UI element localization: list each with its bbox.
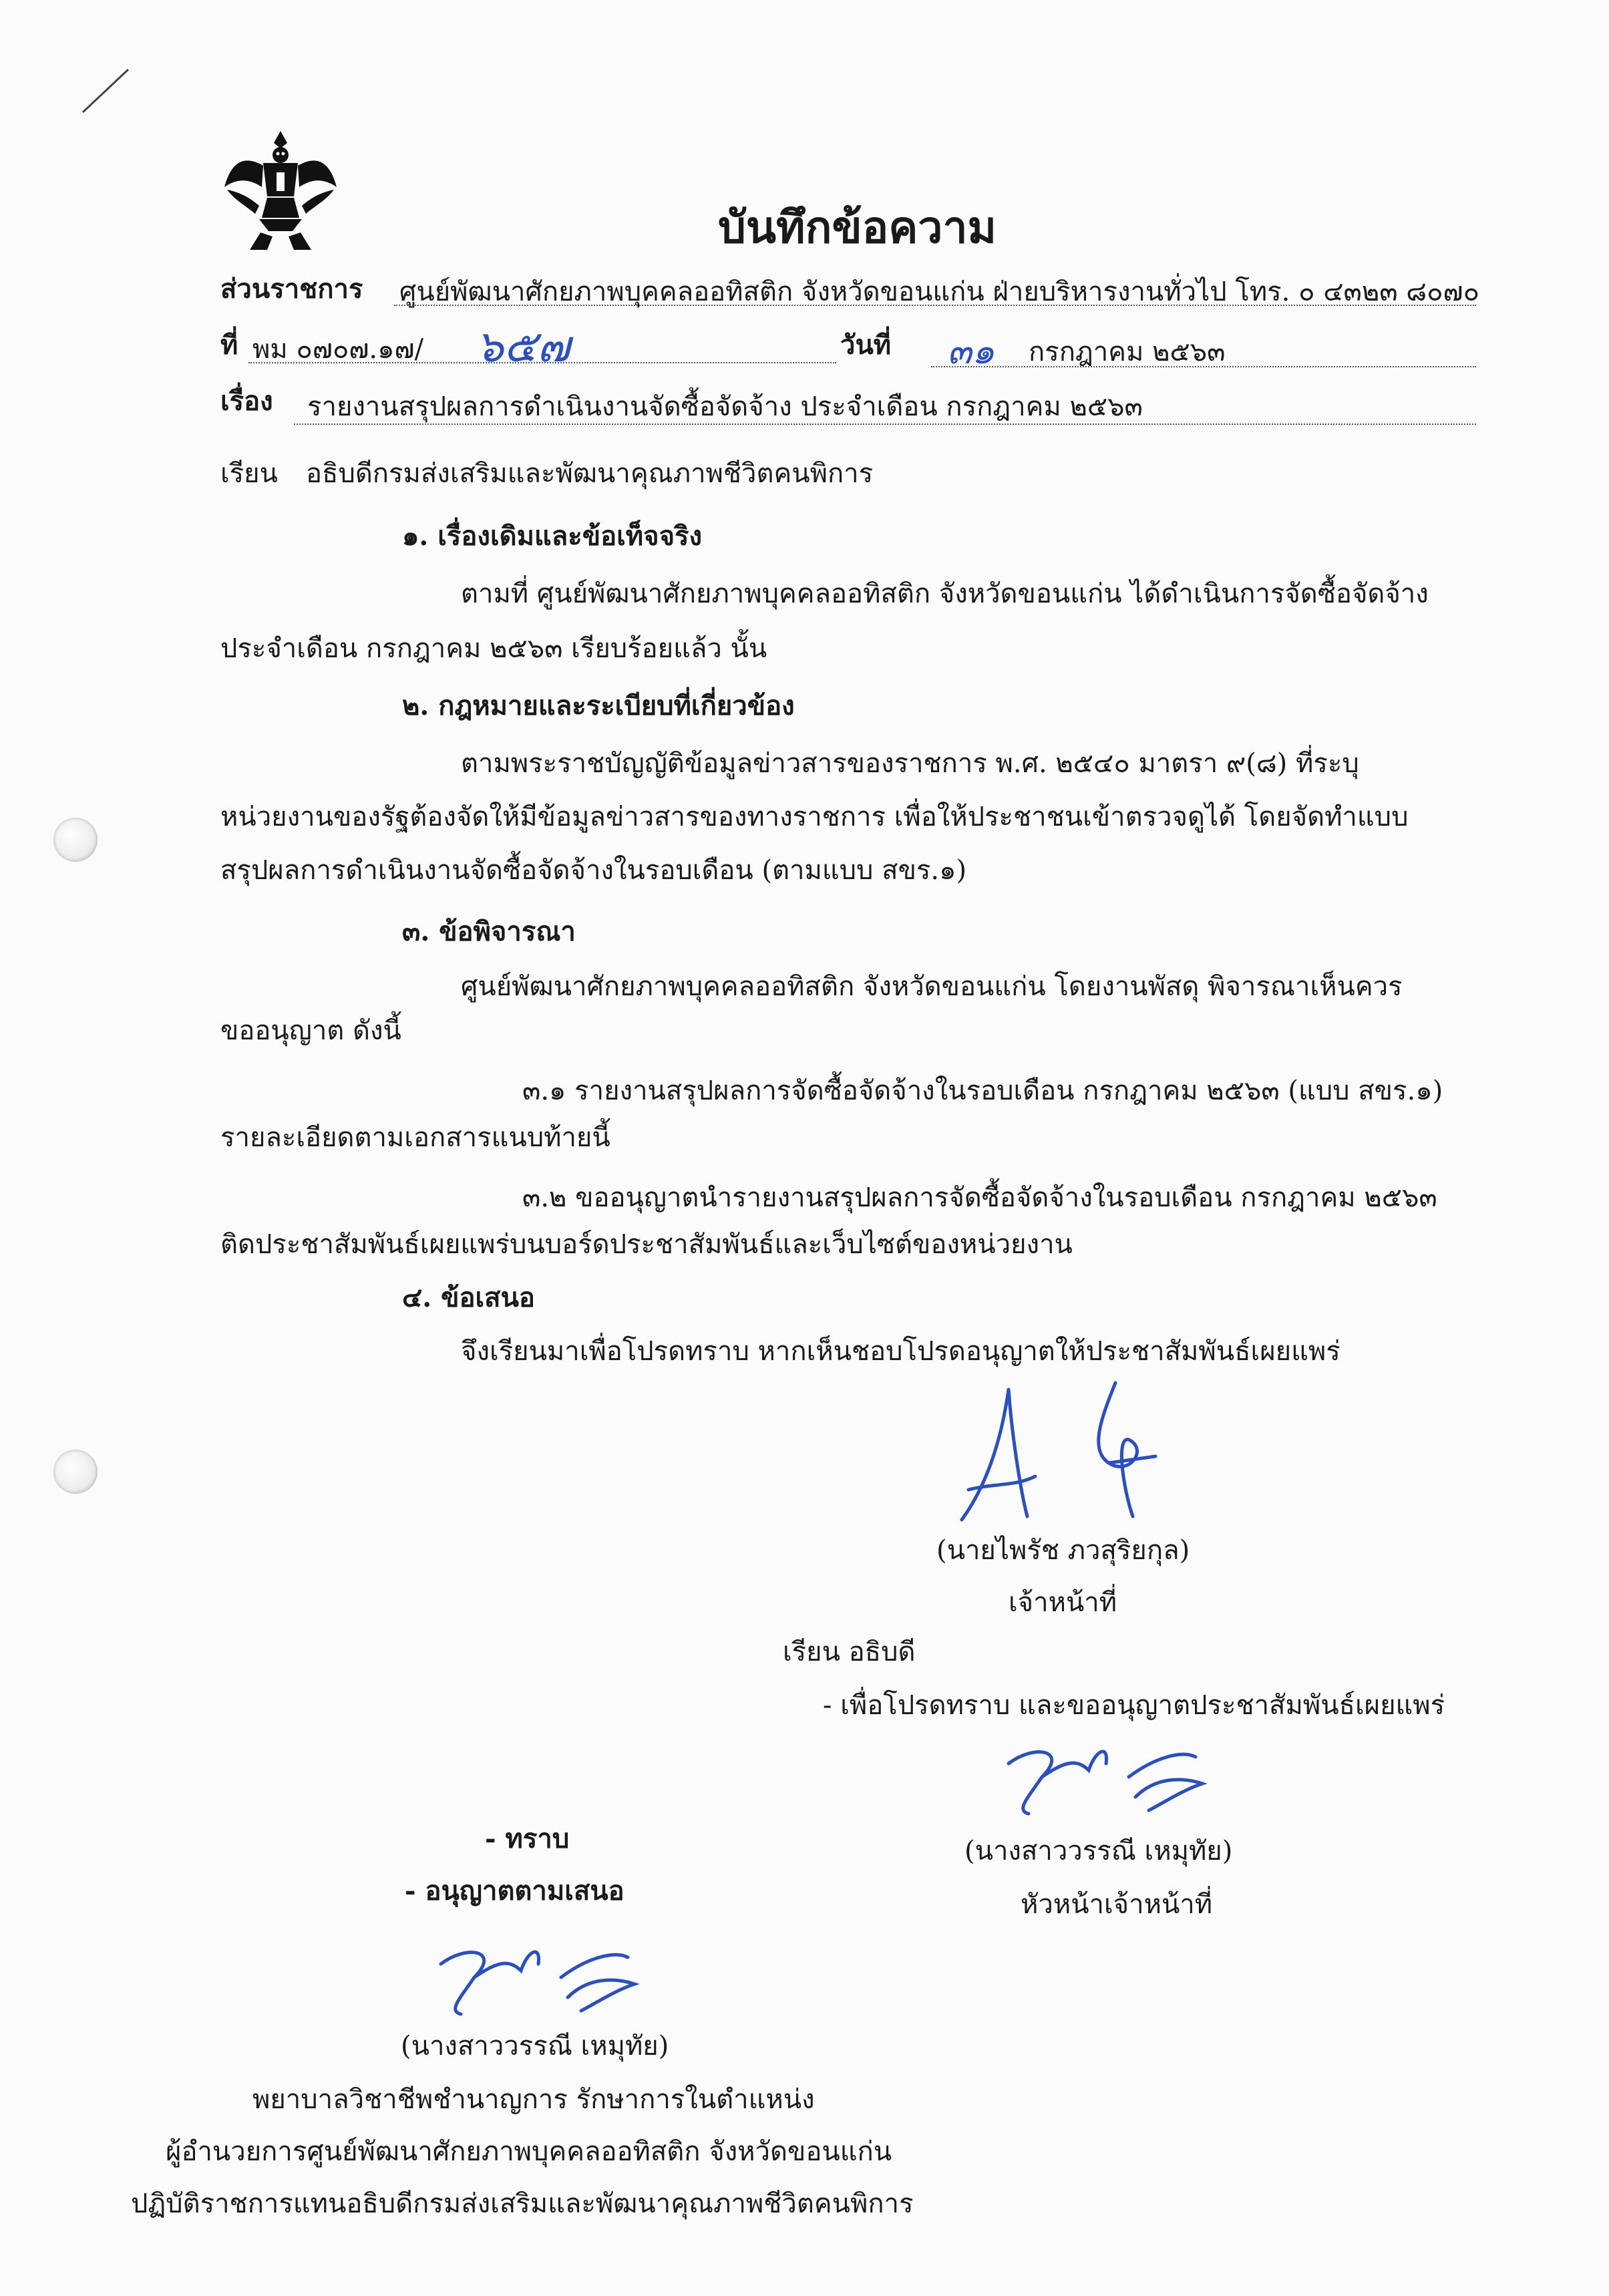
decision-approved: - อนุญาตตามเสนอ <box>405 1875 624 1907</box>
date-handwritten-day: ๓๑ <box>947 330 995 372</box>
section2-line3: สรุปผลการดำเนินงานจัดซื้อจัดจ้างในรอบเดือน (ตามแบบ สขร.๑) <box>220 855 967 886</box>
section2-line1: ตามพระราชบัญญัติข้อมูลข่าวสารของราชการ พ.ศ. ๒๕๔๐ มาตรา ๙(๘) ที่ระบุ <box>461 748 1359 779</box>
officer-name: (นายไพรัช ภวสุริยกุล) <box>936 1535 1190 1566</box>
section3-2-line1: ๓.๒ ขออนุญาตนำรายงานสรุปผลการจัดซื้อจัดจ้างในรอบเดือน กรกฎาคม ๒๕๖๓ <box>522 1182 1437 1213</box>
subject-label: เรื่อง <box>220 385 273 417</box>
section3-line1: ศูนย์พัฒนาศักยภาพบุคคลออทิสติก จังหวัดขอนแก่น โดยงานพัสดุ พิจารณาเห็นควร <box>461 971 1403 1002</box>
subject-value: รายงานสรุปผลการดำเนินงานจัดซื้อจัดจ้าง ประจำเดือน กรกฎาคม ๒๕๖๓ <box>307 391 1143 422</box>
pen-stroke-mark <box>79 64 132 118</box>
note-to: เรียน อธิบดี <box>783 1637 916 1667</box>
section4-heading: ๔. ข้อเสนอ <box>402 1282 535 1313</box>
decision-acknowledged: - ทราบ <box>485 1823 570 1854</box>
ref-handwritten-number: ๖๕๗ <box>476 321 570 372</box>
section1-heading: ๑. เรื่องเดิมและข้อเท็จจริง <box>402 520 703 552</box>
officer-signature-icon <box>948 1376 1202 1530</box>
ref-dotline <box>248 362 836 363</box>
punch-hole-top <box>53 818 98 862</box>
director-position-line1: พยาบาลวิชาชีพชำนาญการ รักษาการในตำแหน่ง <box>252 2084 815 2115</box>
date-label: วันที่ <box>840 329 892 361</box>
to-value: อธิบดีกรมส่งเสริมและพัฒนาคุณภาพชีวิตคนพิการ <box>306 458 874 489</box>
dept-dotline <box>394 305 1476 306</box>
subject-dotline <box>294 424 1476 425</box>
date-value: กรกฎาคม ๒๕๖๓ <box>1029 337 1226 367</box>
dept-value: ศูนย์พัฒนาศักยภาพบุคคลออทิสติก จังหวัดขอนแก่น ฝ่ายบริหารงานทั่วไป โทร. ๐ ๔๓๒๓ ๘๐๗๐ <box>399 277 1480 307</box>
punch-hole-bottom <box>53 1450 98 1494</box>
director-name: (นางสาววรรณี เหมุทัย) <box>401 2031 669 2062</box>
director-position-line3: ปฏิบัติราชการแทนอธิบดีกรมส่งเสริมและพัฒนาคุณภาพชีวิตคนพิการ <box>131 2188 914 2219</box>
section3-1-line2: รายละเอียดตามเอกสารแนบท้ายนี้ <box>220 1122 610 1153</box>
section3-1-line1: ๓.๑ รายงานสรุปผลการจัดซื้อจัดจ้างในรอบเดือน กรกฎาคม ๒๕๖๓ (แบบ สขร.๑) <box>522 1076 1443 1106</box>
section2-line2: หน่วยงานของรัฐต้องจัดให้มีข้อมูลข่าวสารของทางราชการ เพื่อให้ประชาชนเข้าตรวจดูได้ โดยจัดทำแบบ <box>220 802 1409 832</box>
dept-label: ส่วนราชการ <box>220 273 363 305</box>
director-signature-icon <box>421 1937 648 2017</box>
date-dotline <box>931 366 1476 367</box>
document-title: บันทึกข้อความ <box>718 201 997 253</box>
head-name: (นางสาววรรณี เหมุทัย) <box>964 1836 1233 1866</box>
head-signature-icon <box>989 1737 1216 1817</box>
note-item: - เพื่อโปรดทราบ และขออนุญาตประชาสัมพันธ์เผยแพร่ <box>823 1690 1445 1721</box>
section1-line1: ตามที่ ศูนย์พัฒนาศักยภาพบุคคลออทิสติก จังหวัดขอนแก่น ได้ดำเนินการจัดซื้อจัดจ้าง <box>461 579 1429 609</box>
to-label: เรียน <box>220 458 278 489</box>
ref-value: พม ๐๗๐๗.๑๗/ <box>252 334 424 365</box>
director-position-line2: ผู้อำนวยการศูนย์พัฒนาศักยภาพบุคคลออทิสติก จังหวัดขอนแก่น <box>166 2136 892 2167</box>
section1-line2: ประจำเดือน กรกฎาคม ๒๕๖๓ เรียบร้อยแล้ว นั้น <box>220 633 767 664</box>
section2-heading: ๒. กฎหมายและระเบียบที่เกี่ยวข้อง <box>402 690 795 721</box>
head-title: หัวหน้าเจ้าหน้าที่ <box>1021 1889 1213 1920</box>
section3-heading: ๓. ข้อพิจารณา <box>402 916 576 947</box>
ref-label: ที่ <box>220 329 238 361</box>
section3-line2: ขออนุญาต ดังนี้ <box>220 1015 401 1046</box>
section3-2-line2: ติดประชาสัมพันธ์เผยแพร่บนบอร์ดประชาสัมพันธ์และเว็บไซต์ของหน่วยงาน <box>220 1229 1073 1260</box>
officer-title: เจ้าหน้าที่ <box>1009 1587 1117 1618</box>
section4-line1: จึงเรียนมาเพื่อโปรดทราบ หากเห็นชอบโปรดอนุญาตให้ประชาสัมพันธ์เผยแพร่ <box>461 1336 1340 1367</box>
garuda-emblem-icon <box>220 126 341 253</box>
